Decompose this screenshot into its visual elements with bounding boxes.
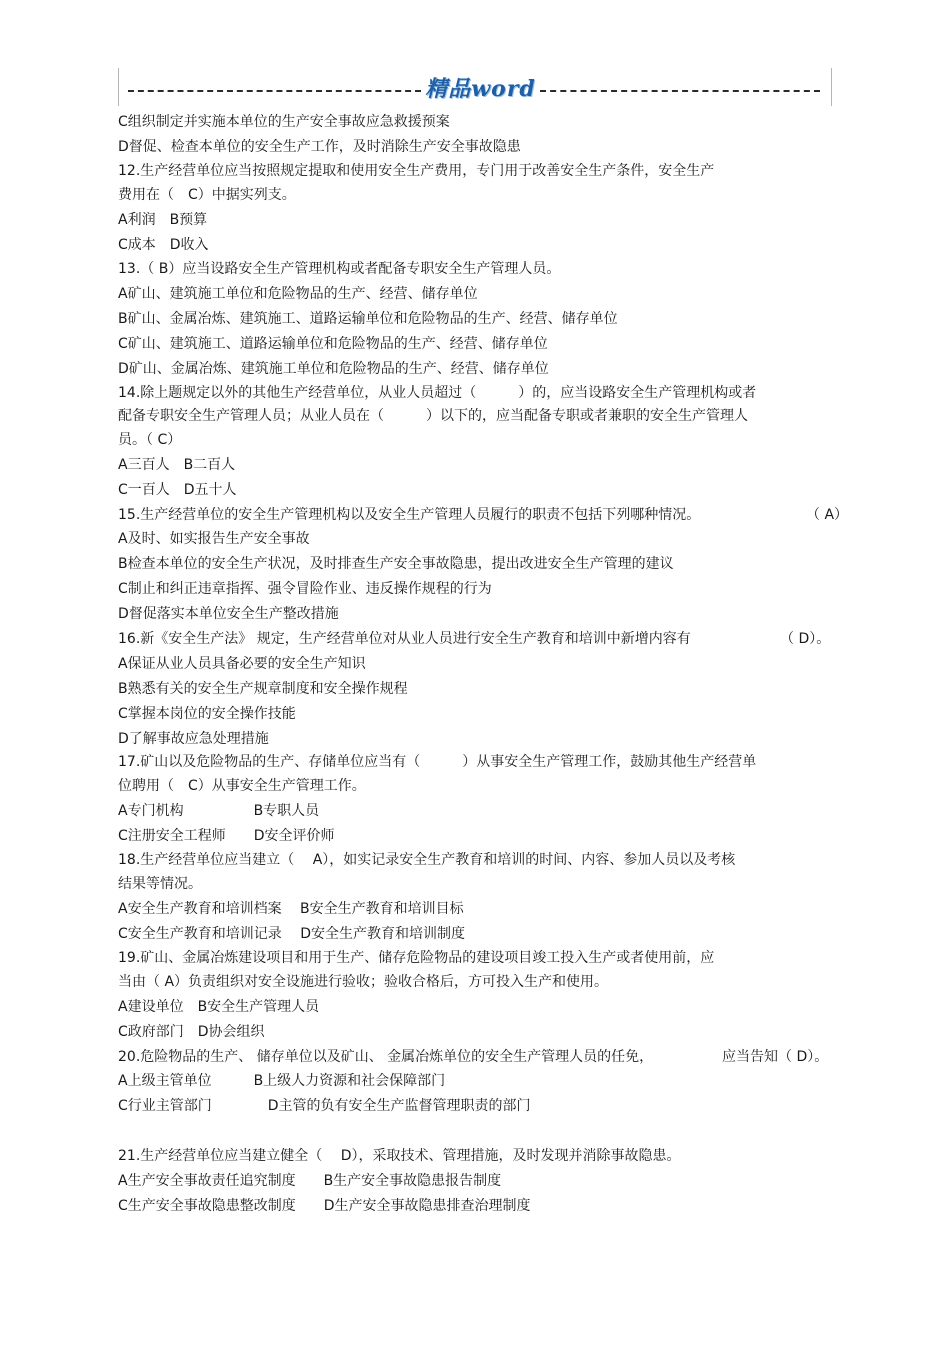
question-21-options-1: A生产安全事故责任追究制度 B生产安全事故隐患报告制度 (118, 1172, 502, 1189)
question-17-line1: 17.矿山以及危险物品的生产、存储单位应当有（ ）从事安全生产管理工作，鼓励其他生产经营单 (118, 754, 757, 771)
question-18-options-1: A安全生产教育和培训档案 B安全生产教育和培训目标 (118, 901, 464, 918)
question-15 (118, 503, 848, 528)
question-20-answer: 应当告知（ D）。 (722, 1048, 829, 1065)
question-15-text: 15.生产经营单位的安全生产管理机构以及安全生产管理人员履行的职责不包括下列哪种情况。 (118, 506, 701, 523)
question-21: 21.生产经营单位应当建立健全（ D），采取技术、管理措施，及时发现并消除事故隐患。 (118, 1148, 681, 1165)
question-19-options-2: C政府部门 D协会组织 (118, 1023, 265, 1040)
question-12-options-1: A利润 B预算 (118, 211, 208, 228)
question-14-options-1: A三百人 B二百人 (118, 456, 236, 473)
header-logo: 精品word (425, 76, 536, 102)
question-15-option-c: C制止和纠正违章指挥、强令冒险作业、违反操作规程的行为 (118, 581, 492, 598)
question-12-line2: 费用在（ C）中据实列支。 (118, 186, 296, 203)
option-line: C组织制定并实施本单位的生产安全事故应急救援预案 (118, 114, 450, 130)
question-16-text: 16.新《安全生产法》 规定，生产经营单位对从业人员进行安全生产教育和培训中新增内容有 (118, 631, 691, 648)
question-13: 13.（ B）应当设路安全生产管理机构或者配备专职安全生产管理人员。 (118, 261, 561, 278)
header-left-border (118, 68, 119, 106)
question-14-line2: 配备专职安全生产管理人员；从业人员在（ ）以下的，应当配备专职或者兼职的安全生产管理人 (118, 407, 748, 424)
question-14-options-2: C一百人 D五十人 (118, 481, 237, 498)
question-20-text: 20.危险物品的生产、 储存单位以及矿山、 金属冶炼单位的安全生产管理人员的任免， (118, 1048, 654, 1065)
header-right-dashes (540, 90, 820, 92)
question-16-option-d: D了解事故应急处理措施 (118, 730, 269, 747)
question-18-options-2: C安全生产教育和培训记录 D安全生产教育和培训制度 (118, 925, 466, 942)
question-16-option-b: B熟悉有关的安全生产规章制度和安全操作规程 (118, 680, 408, 697)
option-line: D督促、检查本单位的安全生产工作，及时消除生产安全事故隐患 (118, 138, 521, 155)
question-13-option-d: D矿山、金属冶炼、建筑施工单位和危险物品的生产、经营、储存单位 (118, 361, 549, 378)
paragraph-gap (118, 1119, 848, 1144)
header-right-border (831, 68, 832, 106)
question-14-line3: 员。（ C） (118, 431, 182, 448)
question-18-line1: 18.生产经营单位应当建立（ A），如实记录安全生产教育和培训的时间、内容、参加人员以及考核 (118, 852, 736, 869)
question-21-options-2: C生产安全事故隐患整改制度 D生产安全事故隐患排查治理制度 (118, 1197, 531, 1214)
question-13-option-b: B矿山、金属冶炼、建筑施工、道路运输单位和危险物品的生产、经营、储存单位 (118, 311, 618, 328)
question-18-line2: 结果等情况。 (118, 876, 202, 893)
question-19-line2: 当由（ A）负责组织对安全设施进行验收；验收合格后，方可投入生产和使用。 (118, 973, 609, 990)
header-left-dashes (128, 90, 421, 92)
question-19-line1: 19.矿山、金属冶炼建设项目和用于生产、储存危险物品的建设项目竣工投入生产或者使用前，应 (118, 949, 715, 966)
question-17-options-1: A专门机构 B专职人员 (118, 803, 320, 820)
question-15-option-d: D督促落实本单位安全生产整改措施 (118, 606, 339, 623)
question-12-options-2: C成本 D收入 (118, 236, 209, 253)
question-19-options-1: A建设单位 B安全生产管理人员 (118, 998, 320, 1015)
question-16-answer: （ D）。 (780, 631, 831, 648)
question-16-option-c: C掌握本岗位的安全操作技能 (118, 705, 296, 722)
question-17-options-2: C注册安全工程师 D安全评价师 (118, 828, 335, 845)
question-12-line1: 12.生产经营单位应当按照规定提取和使用安全生产费用，专门用于改善安全生产条件，安全生产 (118, 162, 715, 179)
question-15-option-a: A及时、如实报告生产安全事故 (118, 531, 310, 548)
question-16-option-a: A保证从业人员具备必要的安全生产知识 (118, 655, 366, 672)
question-13-option-c: C矿山、建筑施工、道路运输单位和危险物品的生产、经营、储存单位 (118, 336, 548, 353)
question-20-options-1: A上级主管单位 B上级人力资源和社会保障部门 (118, 1073, 446, 1090)
document-body (118, 110, 848, 1219)
page-header (118, 68, 832, 106)
question-20 (118, 1045, 848, 1070)
question-16 (118, 627, 848, 652)
question-15-option-b: B检查本单位的安全生产状况，及时排查生产安全事故隐患，提出改进安全生产管理的建议 (118, 556, 674, 573)
question-13-option-a: A矿山、建筑施工单位和危险物品的生产、经营、储存单位 (118, 286, 478, 303)
question-14-line1: 14.除上题规定以外的其他生产经营单位，从业人员超过（ ）的，应当设路安全生产管理机构或者 (118, 384, 757, 401)
question-17-line2: 位聘用（ C）从事安全生产管理工作。 (118, 778, 366, 795)
question-20-options-2: C行业主管部门 D主管的负有安全生产监督管理职责的部门 (118, 1098, 531, 1115)
question-15-answer: （ A） (806, 506, 849, 523)
